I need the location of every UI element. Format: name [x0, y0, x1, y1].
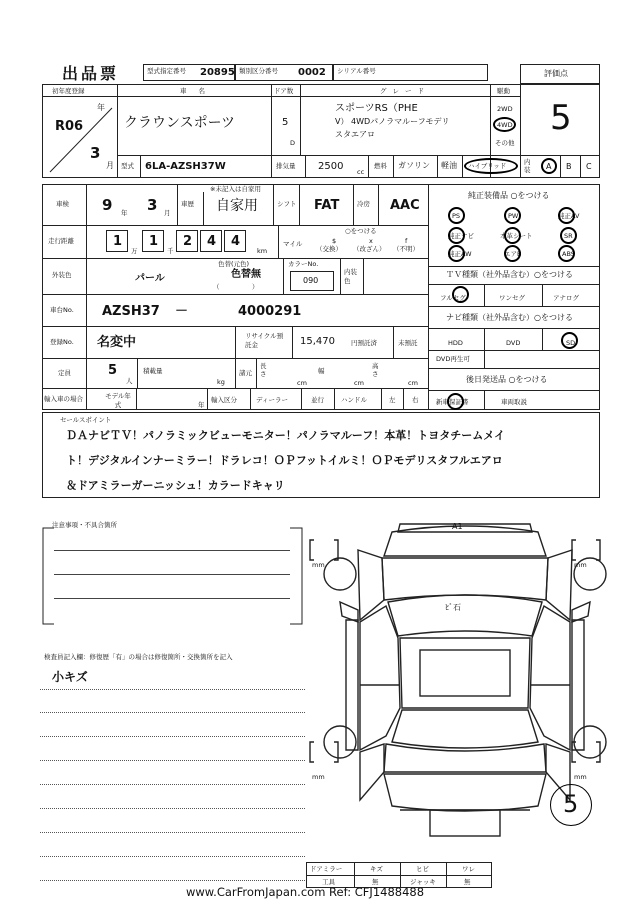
kg-unit: kg	[217, 378, 225, 386]
year-unit: 年	[198, 401, 205, 409]
car-name: クラウンスポーツ	[124, 115, 236, 131]
sales-line-1: ＤＡナビＴＶ！パノラミックビューモニター！パノラマルーフ！本革！トヨタチームメイ	[66, 429, 506, 442]
recycle-label: リサイクル預託金	[245, 332, 284, 349]
shift-value: FAT	[314, 198, 340, 213]
doors-suffix: D	[290, 139, 296, 147]
import-type-label: 輸入区分	[211, 396, 237, 404]
mark-f: f	[405, 237, 408, 245]
model-label: 型式	[121, 162, 134, 170]
sales-line-2: ト！デジタルインナーミラー！ドラレコ！ＯＰフットイルミ！ＯＰモデリスタフルエアロ	[66, 454, 503, 467]
car-name-label: 車名	[180, 87, 217, 95]
mm-unit: mm	[312, 773, 325, 781]
year-unit: 年	[97, 103, 105, 112]
interior-label: 内装	[524, 158, 531, 174]
mileage-digit: 4	[231, 234, 241, 249]
legend-tools-value: 無	[372, 878, 379, 886]
nav-dvd: DVD	[506, 339, 521, 347]
dims-label: 諸元	[239, 369, 252, 377]
sales-label: セールスポイント	[60, 416, 112, 424]
legend-mirror: ドアミラー	[310, 865, 343, 873]
handle-label: ハンドル	[341, 396, 367, 404]
mileage-digit: 4	[207, 234, 217, 249]
color-change-paren: （ ）	[213, 283, 259, 291]
reg-no-label: 登録No.	[50, 338, 74, 346]
cm-unit: cm	[354, 379, 364, 387]
cm-unit: cm	[408, 379, 418, 387]
color-change-value: 色替無	[231, 269, 261, 280]
equip-av: 純正AV	[558, 212, 580, 220]
inspection-year-unit: 年	[121, 209, 128, 217]
mark-dollar: $	[332, 237, 337, 245]
grade-line-2: V） 4WDパノラマルーフモデリ	[335, 117, 450, 126]
dim-length: 長さ	[260, 362, 267, 378]
int-color-label: 内装色	[344, 268, 357, 285]
equip-navi: 純正ナビ	[448, 232, 474, 240]
mileage-label: 走行距離	[48, 237, 74, 245]
mark-tampered: （改ざん）	[353, 245, 386, 253]
equipment-grid	[428, 204, 600, 264]
capacity-label: 定員	[58, 369, 71, 377]
nav-hdd: HDD	[448, 339, 463, 347]
interior-b: B	[566, 162, 572, 171]
tv-title: ＴＶ種類（社外品含む）○をつける	[446, 270, 573, 279]
mileage-digit: 1	[113, 234, 123, 249]
month-unit: 月	[106, 161, 114, 170]
class-no-label: 類別区分番号	[239, 67, 278, 75]
capacity-value: 5	[108, 363, 118, 378]
dvd-playback: DVD再生可	[436, 355, 470, 363]
legend-crack: ヒビ	[416, 865, 429, 873]
drive-other: その他	[495, 139, 515, 147]
ac-value: AAC	[390, 198, 420, 213]
handle-left: 左	[389, 396, 396, 404]
mm-unit: mm	[574, 561, 587, 569]
legend-scratch: キズ	[370, 865, 383, 873]
score-label: 評価点	[544, 69, 568, 78]
reg-no-value: 名変中	[97, 335, 137, 350]
damage-a1: A1	[452, 522, 463, 531]
man-unit: 万	[131, 247, 138, 255]
history-note: ※未記入は自家用	[210, 185, 261, 193]
footer-watermark: www.CarFromJapan.com Ref: CFJ1488488	[186, 885, 425, 899]
serial-label: シリアル番号	[337, 67, 376, 75]
equip-abs: ABS	[562, 250, 575, 258]
dim-width: 幅	[318, 367, 325, 375]
history-value: 自家用	[216, 198, 258, 214]
first-reg-label: 初年度登録	[52, 87, 85, 95]
interior-c: C	[586, 162, 592, 171]
inspection-label: 車検	[56, 200, 69, 208]
after-manual: 車両取説	[501, 398, 527, 406]
chassis-dash: －	[175, 304, 189, 319]
mileage-digit: 1	[149, 234, 159, 249]
person-unit: 人	[126, 377, 133, 385]
type-no-label: 型式指定番号	[147, 67, 186, 75]
cm-unit: cm	[297, 379, 307, 387]
mm-unit: mm	[574, 773, 587, 781]
equip-ps: PS	[452, 212, 461, 220]
color-change-label: 色替(元色)	[218, 260, 250, 268]
mark-note: ○をつける	[345, 227, 377, 235]
color-no-label: カラーNo.	[288, 260, 319, 268]
tv-analog: アナログ	[553, 294, 579, 302]
grade-line-3: スタエアロ	[335, 130, 375, 139]
load-label: 積載量	[143, 367, 163, 375]
miles-label: マイル	[283, 240, 303, 248]
fuel-label: 燃料	[374, 162, 387, 170]
drive-2wd: 2WD	[497, 105, 513, 113]
equip-pw: PW	[508, 212, 519, 220]
legend-break: ワレ	[462, 865, 475, 873]
equip-airbag: エアB	[504, 250, 522, 258]
recycle-amount: 15,470	[300, 336, 335, 347]
model-year-label: モデル年式	[105, 392, 131, 409]
displacement-value: 2500	[318, 161, 344, 172]
after-title: 後日発送品 ○をつける	[466, 375, 548, 384]
doors-value: 5	[282, 117, 289, 128]
fuel-diesel: 軽油	[441, 161, 457, 170]
handle-right: 右	[412, 396, 419, 404]
dim-height: 高さ	[372, 362, 379, 378]
inspector-label: 検査員記入欄：修復歴「有」の場合は修復箇所・交換箇所を記入	[44, 653, 233, 661]
doors-label: ドア数	[274, 87, 294, 95]
type-no-value: 20895	[200, 67, 235, 78]
cc-unit: cc	[357, 168, 365, 176]
import-parallel: 並行	[311, 396, 324, 404]
mark-exchange: （交換）	[316, 245, 342, 253]
import-dealer: ディーラー	[256, 396, 288, 404]
inspection-month-unit: 月	[164, 209, 171, 217]
interior-a: A	[546, 162, 552, 171]
chassis-number: 4000291	[238, 304, 302, 319]
chassis-label: 車台No.	[50, 306, 74, 314]
fuel-gasoline: ガソリン	[398, 161, 430, 170]
recycle-unpaid: 未預託	[398, 339, 418, 347]
drive-4wd: 4WD	[497, 121, 513, 129]
grade-label: グレード	[380, 87, 430, 95]
diagram-score: 5	[563, 790, 579, 818]
displacement-label: 排気量	[276, 162, 296, 170]
ext-color-label: 外装色	[52, 271, 72, 279]
nav-title: ナビ種類（社外品含む）○をつける	[446, 313, 573, 322]
tv-oneseg: ワンセグ	[499, 294, 525, 302]
km-unit: km	[257, 247, 268, 255]
inspector-note: 小キズ	[52, 670, 88, 684]
shift-label: シフト	[277, 200, 297, 208]
reg-month: 3	[90, 144, 101, 162]
equip-sr: SR	[564, 232, 573, 240]
grade-line-1: スポーツRS（PHE	[335, 103, 418, 114]
mileage-digit: 2	[183, 234, 193, 249]
page-title: 出品票	[62, 64, 120, 83]
nav-sd: SD	[566, 339, 576, 347]
score-value: 5	[550, 98, 572, 138]
chassis-prefix: AZSH37	[102, 304, 160, 319]
mileage-digits	[106, 228, 276, 256]
model-value: 6LA-AZSH37W	[145, 161, 226, 172]
fuel-hybrid: ハイブリッド	[468, 162, 507, 170]
legend-jack: ジャッキ	[410, 878, 436, 886]
sen-unit: 千	[167, 247, 174, 255]
import-label: 輸入車の場合	[44, 395, 83, 403]
ac-label: 冷房	[357, 200, 370, 208]
mark-unknown: （不明）	[393, 245, 419, 253]
equipment-title: 純正装備品 ○をつける	[468, 191, 550, 200]
mm-unit: mm	[312, 561, 325, 569]
tv-fullseg: フルセグ	[440, 294, 466, 302]
equip-aw: 純正AW	[448, 250, 472, 258]
mark-x: x	[369, 237, 373, 245]
after-warranty: 新車保証書	[436, 398, 469, 406]
inspection-month: 3	[147, 196, 158, 214]
color-no-value: 090	[303, 276, 319, 285]
inspection-year: 9	[102, 196, 113, 214]
legend-tools: 工具	[322, 878, 335, 886]
sales-line-3: ＆ドアミラーガーニッシュ！カラードキャリ	[66, 479, 285, 492]
history-label: 車歴	[181, 200, 194, 208]
ext-color-value: パール	[135, 273, 165, 284]
class-no-value: 0002	[298, 67, 326, 78]
damage-stone-chip: ﾋﾞ石	[445, 603, 461, 612]
defects-label: 注意事項・不具合箇所	[52, 521, 117, 529]
drive-label: 駆動	[497, 87, 510, 95]
legend-jack-value: 無	[464, 878, 471, 886]
reg-year: R06	[55, 119, 84, 134]
recycle-status: 円預託済	[351, 339, 377, 347]
equip-leather: 本革シート	[500, 232, 533, 240]
